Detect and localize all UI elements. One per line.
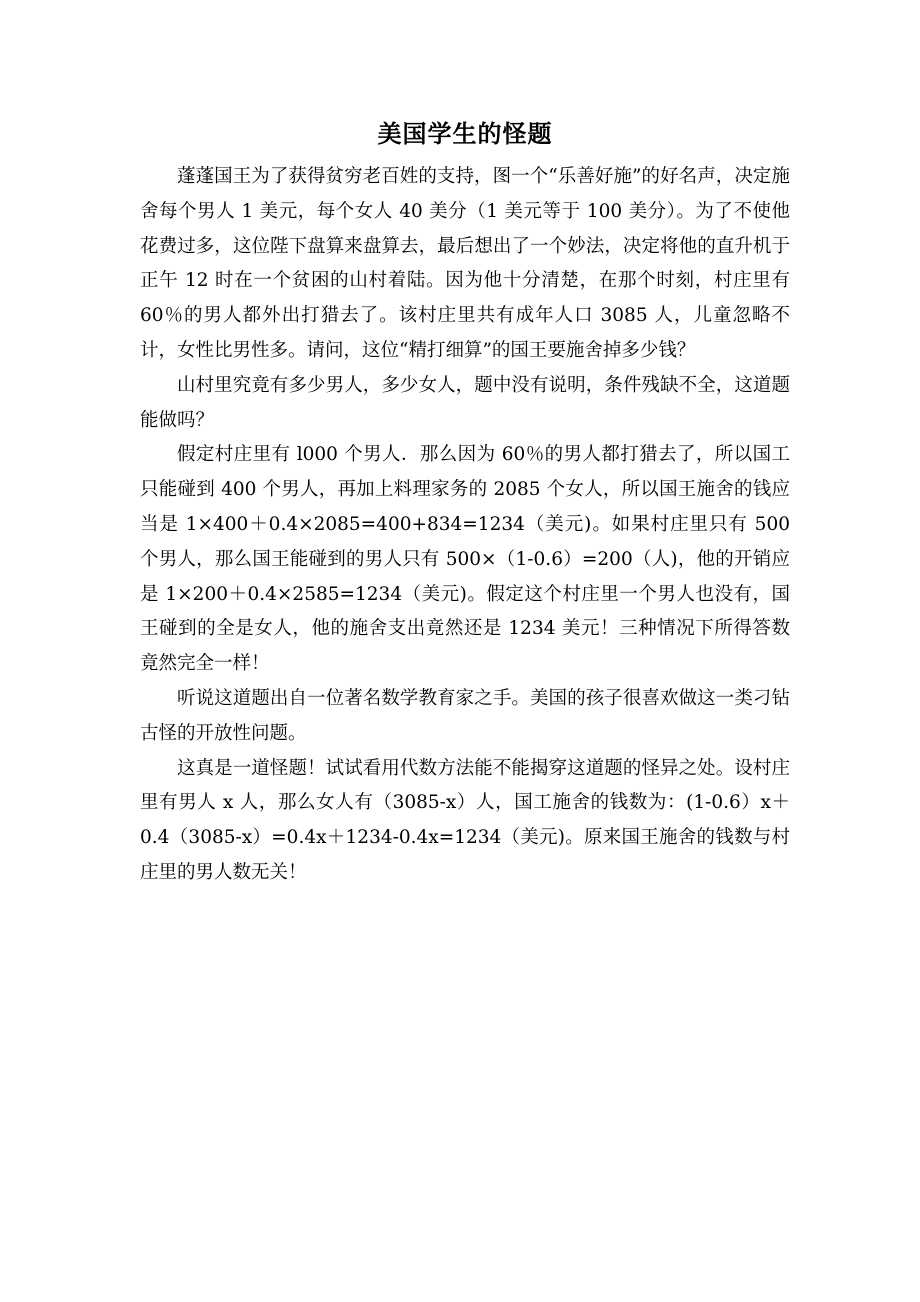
paragraph-origin: 听说这道题出自一位著名数学教育家之手。美国的孩子很喜欢做这一类刁钻古怪的开放性问题。 — [140, 687, 790, 744]
paragraph-problem: 蓬蓬国王为了获得贫穷老百姓的支持，图一个“乐善好施”的好名声，决定施舍每个男人 1 美元，每个女人 40 美分（1 美元等于 100 美分）。为了不使他花费过多，这位陛下盘算来盘算去，最后想出了一个妙法，决定将他的直升机于正午 12 时在一个贫困的山村着陆。因为他十分清楚，在那个时刻，村庄里有 60％的男人都外出打猎去了。该村庄里共有成年人口 3085 人，儿童忽略不计，女性比男性多。请问，这位“精打细算”的国王要施舍掉多少钱？ — [140, 166, 790, 361]
paragraph-algebra: 这真是一道怪题！试试看用代数方法能不能揭穿这道题的怪异之处。设村庄里有男人 x 人，那么女人有（3085-x）人，国工施舍的钱数为：(1-0.6）x＋0.4（3085-x）=0.4x＋1234-0.4x=1234（美元)。原来国王施舍的钱数与村庄里的男人数无关！ — [140, 757, 790, 883]
paragraph-question: 山村里究竟有多少男人，多少女人，题中没有说明，条件残缺不全，这道题能做吗？ — [140, 374, 790, 431]
document-body — [140, 112, 790, 891]
paragraph-cases: 假定村庄里有 l000 个男人．那么因为 60％的男人都打猎去了，所以国工只能碰到 400 个男人，再加上料理家务的 2085 个女人，所以国王施舍的钱应当是 1×400＋0.4×2085=400+834=1234（美元)。如果村庄里只有 500 个男人，那么国王能碰到的男人只有 500×（1-0.6）=200（人)，他的开销应是 1×200＋0.4×2585=1234（美元)。假定这个村庄里一个男人也没有，国王碰到的全是女人，他的施舍支出竟然还是 1234 美元！三种情况下所得答数竟然完全一样！ — [140, 444, 790, 675]
document-title: 美国学生的怪题 — [377, 119, 553, 148]
